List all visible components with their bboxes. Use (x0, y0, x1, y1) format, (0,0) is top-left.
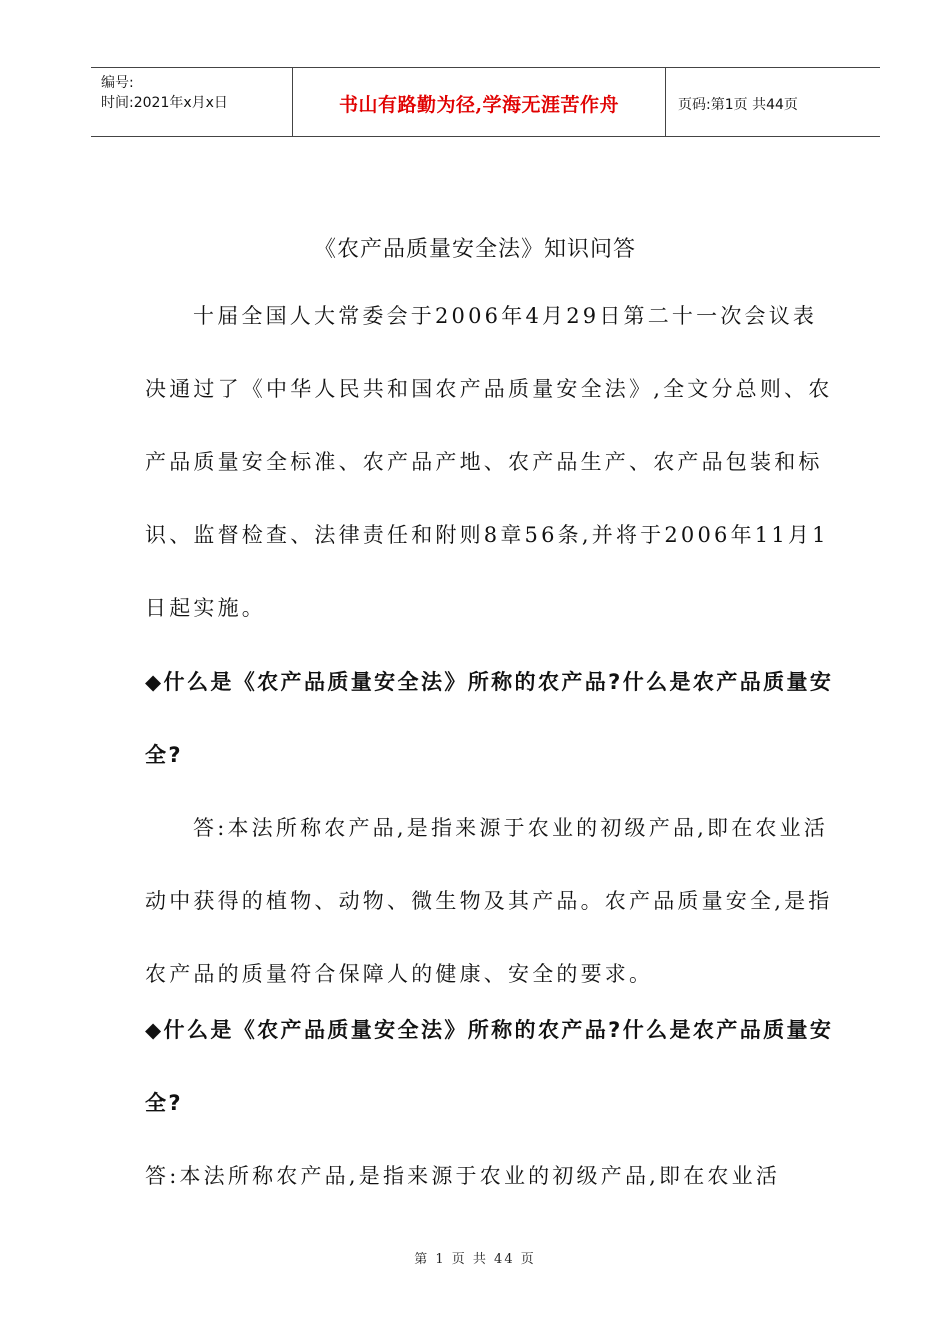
question-2: ◆什么是《农产品质量安全法》所称的农产品?什么是农产品质量安全? (145, 1018, 834, 1115)
intro-paragraph: 十届全国人大常委会于2006年4月29日第二十一次会议表决通过了《中华人民共和国农产品质量安全法》,全文分总则、农产品质量安全标准、农产品产地、农产品生产、农产品包装和标识、监督检查、法律责任和附则8章56条,并将于2006年11月1日起实施。 (145, 304, 833, 620)
page-footer: 第 1 页 共 44 页 (414, 1252, 536, 1267)
document-title: 《农产品质量安全法》知识问答 (313, 237, 636, 262)
header-page-info: 页码:第1页 共44页 (678, 97, 798, 113)
document-number-label: 编号: (101, 75, 134, 91)
answer-1: 答:本法所称农产品,是指来源于农业的初级产品,即在农业活动中获得的植物、动物、微生物及其产品。农产品质量安全,是指农产品的质量符合保障人的健康、安全的要求。 (145, 816, 833, 986)
header-motto-cell (292, 68, 666, 136)
page-header (91, 67, 880, 137)
answer-2: 答:本法所称农产品,是指来源于农业的初级产品,即在农业活 (145, 1164, 781, 1188)
header-meta-cell (91, 68, 291, 136)
header-page-cell (666, 68, 880, 136)
header-motto: 书山有路勤为径,学海无涯苦作舟 (338, 94, 620, 116)
document-time-label: 时间:2021年x月x日 (101, 95, 228, 111)
question-1: ◆什么是《农产品质量安全法》所称的农产品?什么是农产品质量安全? (145, 670, 834, 767)
